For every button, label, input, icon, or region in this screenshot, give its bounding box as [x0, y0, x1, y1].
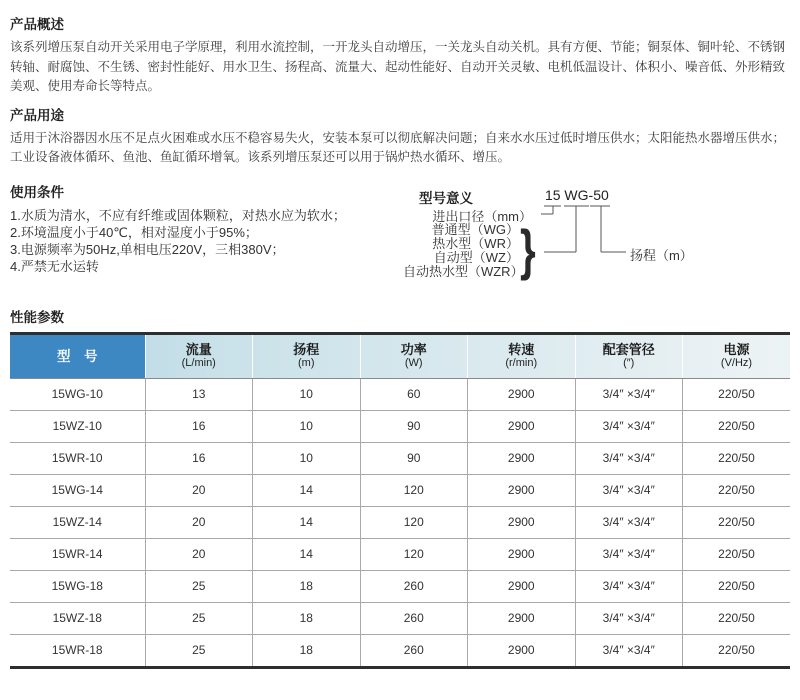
column-header-speed: 转速 (r/min): [468, 333, 576, 378]
value-cell: 60: [360, 378, 468, 410]
column-header-model: 型 号: [10, 333, 145, 378]
pump-type-item: 自动热水型（WZR）: [402, 263, 524, 279]
inlet-outlet-diameter-label: 进出口径（mm）: [432, 208, 532, 224]
value-cell: 90: [360, 410, 468, 442]
table-row: [10, 538, 790, 570]
table-row: [10, 474, 790, 506]
model-cell: 15WG-10: [51, 387, 103, 401]
value-cell: 18: [253, 570, 361, 602]
value-cell: 3/4″ ×3/4″: [575, 506, 683, 538]
value-cell: 2900: [468, 442, 576, 474]
performance-heading: 性能参数: [10, 309, 64, 325]
value-cell: 14: [253, 506, 361, 538]
column-header-head: 扬程 (m): [253, 333, 361, 378]
value-cell: 220/50: [683, 378, 791, 410]
condition-item: 3.电源频率为50Hz,单相电压220V，三相380V；: [10, 241, 285, 257]
value-cell: 2900: [468, 570, 576, 602]
pump-type-item: 普通型（WG）: [431, 221, 519, 237]
column-header-power: 功率 (W): [360, 333, 468, 378]
column-header-flow: 流量 (L/min): [145, 333, 253, 378]
table-row: [10, 378, 790, 410]
pump-type-item: 自动型（WZ）: [433, 249, 519, 265]
pump-type-item: 热水型（WR）: [432, 235, 519, 251]
value-cell: 16: [145, 442, 253, 474]
value-cell: 18: [253, 634, 361, 667]
brace-glyph: }: [519, 217, 536, 281]
value-cell: 260: [360, 634, 468, 667]
value-cell: 3/4″ ×3/4″: [575, 442, 683, 474]
value-cell: 10: [253, 410, 361, 442]
table-row: [10, 442, 790, 474]
section-usage: [10, 108, 790, 168]
value-cell: 220/50: [683, 538, 791, 570]
usage-body: 适用于沐浴器因水压不足点火困难或水压不稳容易失火，安装本泵可以彻底解决问题；自来水水压过低时增压供水；太阳能热水器增压供水；工业设备液体循环、鱼池、鱼缸循环增氧。该系列增压泵还可以用于锅炉热水循环、增压。: [10, 130, 786, 164]
conditions-heading: 使用条件: [10, 184, 64, 200]
overview-heading: 产品概述: [10, 17, 64, 32]
value-cell: 3/4″ ×3/4″: [575, 570, 683, 602]
model-code: 15 WG-50: [544, 186, 609, 203]
model-meaning-heading: 型号意义: [418, 190, 473, 206]
value-cell: 90: [360, 442, 468, 474]
value-cell: 220/50: [683, 570, 791, 602]
column-header-pipe-size: 配套管径 (″): [575, 333, 683, 378]
section-conditions: [10, 185, 403, 275]
value-cell: 20: [145, 474, 253, 506]
value-cell: 3/4″ ×3/4″: [575, 474, 683, 506]
table-row: [10, 506, 790, 538]
value-cell: 2900: [468, 410, 576, 442]
value-cell: 2900: [468, 378, 576, 410]
value-cell: 260: [360, 602, 468, 634]
value-cell: 10: [253, 442, 361, 474]
model-cell: 15WR-18: [10, 634, 145, 667]
value-cell: 220/50: [683, 474, 791, 506]
value-cell: 2900: [468, 634, 576, 667]
table-row: [10, 634, 790, 667]
model-cell: 15WG-14: [10, 474, 145, 506]
value-cell: 3/4″ ×3/4″: [575, 602, 683, 634]
value-cell: 3/4″ ×3/4″: [575, 378, 683, 410]
overview-body: 该系列增压泵自动开关采用电子学原理，利用水流控制，一开龙头自动增压，一关龙头自动关机。具有方便、节能；铜泵体、铜叶轮、不锈钢转轴、耐腐蚀、不生锈、密封性能好、用水卫生、扬程高、流量大、起动性能好、自动开关灵敏、电机低温设计、体积小、噪音低、外形精致美观、使用寿命长等特点。: [10, 40, 786, 93]
model-cell: 15WZ-18: [10, 602, 145, 634]
value-cell: 2900: [468, 538, 576, 570]
value-cell: 220/50: [683, 442, 791, 474]
value-cell: 2900: [468, 602, 576, 634]
pump-type-list: [402, 221, 524, 279]
value-cell: 120: [360, 538, 468, 570]
value-cell: 14: [253, 474, 361, 506]
model-cell: 15WG-18: [10, 570, 145, 602]
head-label: 扬程（m）: [629, 247, 693, 263]
condition-item: 4.严禁无水运转: [10, 258, 99, 274]
value-cell: 2900: [468, 474, 576, 506]
conditions-list: [10, 207, 403, 275]
table-row: [10, 410, 790, 442]
table-header-row: [10, 333, 790, 378]
value-cell: 20: [145, 538, 253, 570]
performance-table: [10, 332, 790, 669]
table-row: [10, 570, 790, 602]
value-cell: 20: [145, 506, 253, 538]
value-cell: 220/50: [683, 634, 791, 667]
value-cell: 3/4″ ×3/4″: [575, 410, 683, 442]
section-overview: [10, 17, 790, 97]
value-cell: 25: [145, 634, 253, 667]
model-cell: 15WZ-14: [10, 506, 145, 538]
condition-item: 2.环境温度小于40℃，相对湿度小于95%；: [10, 224, 258, 240]
value-cell: 220/50: [683, 602, 791, 634]
table-row: [10, 602, 790, 634]
value-cell: 16: [145, 410, 253, 442]
value-cell: 25: [145, 602, 253, 634]
value-cell: 10: [253, 378, 361, 410]
section-performance: [10, 310, 790, 669]
value-cell: 25: [145, 570, 253, 602]
usage-heading: 产品用途: [10, 107, 64, 123]
value-cell: 220/50: [683, 410, 791, 442]
model-meaning-diagram: [403, 185, 790, 297]
value-cell: 120: [360, 474, 468, 506]
value-cell: 3/4″ ×3/4″: [575, 538, 683, 570]
value-cell: 120: [360, 506, 468, 538]
value-cell: 14: [253, 538, 361, 570]
model-cell: 15WR-10: [10, 442, 145, 474]
value-cell: 220/50: [683, 506, 791, 538]
model-cell: 15WZ-10: [10, 410, 145, 442]
conditions-and-model-row: [10, 185, 790, 297]
column-header-power-supply: 电源 (V/Hz): [683, 333, 791, 378]
condition-item: 1.水质为清水，不应有纤维或固体颗粒，对热水应为软水；: [10, 207, 346, 223]
value-cell: 13: [145, 378, 253, 410]
value-cell: 260: [360, 570, 468, 602]
model-cell: 15WR-14: [10, 538, 145, 570]
value-cell: 2900: [468, 506, 576, 538]
value-cell: 3/4″ ×3/4″: [575, 634, 683, 667]
value-cell: 18: [253, 602, 361, 634]
